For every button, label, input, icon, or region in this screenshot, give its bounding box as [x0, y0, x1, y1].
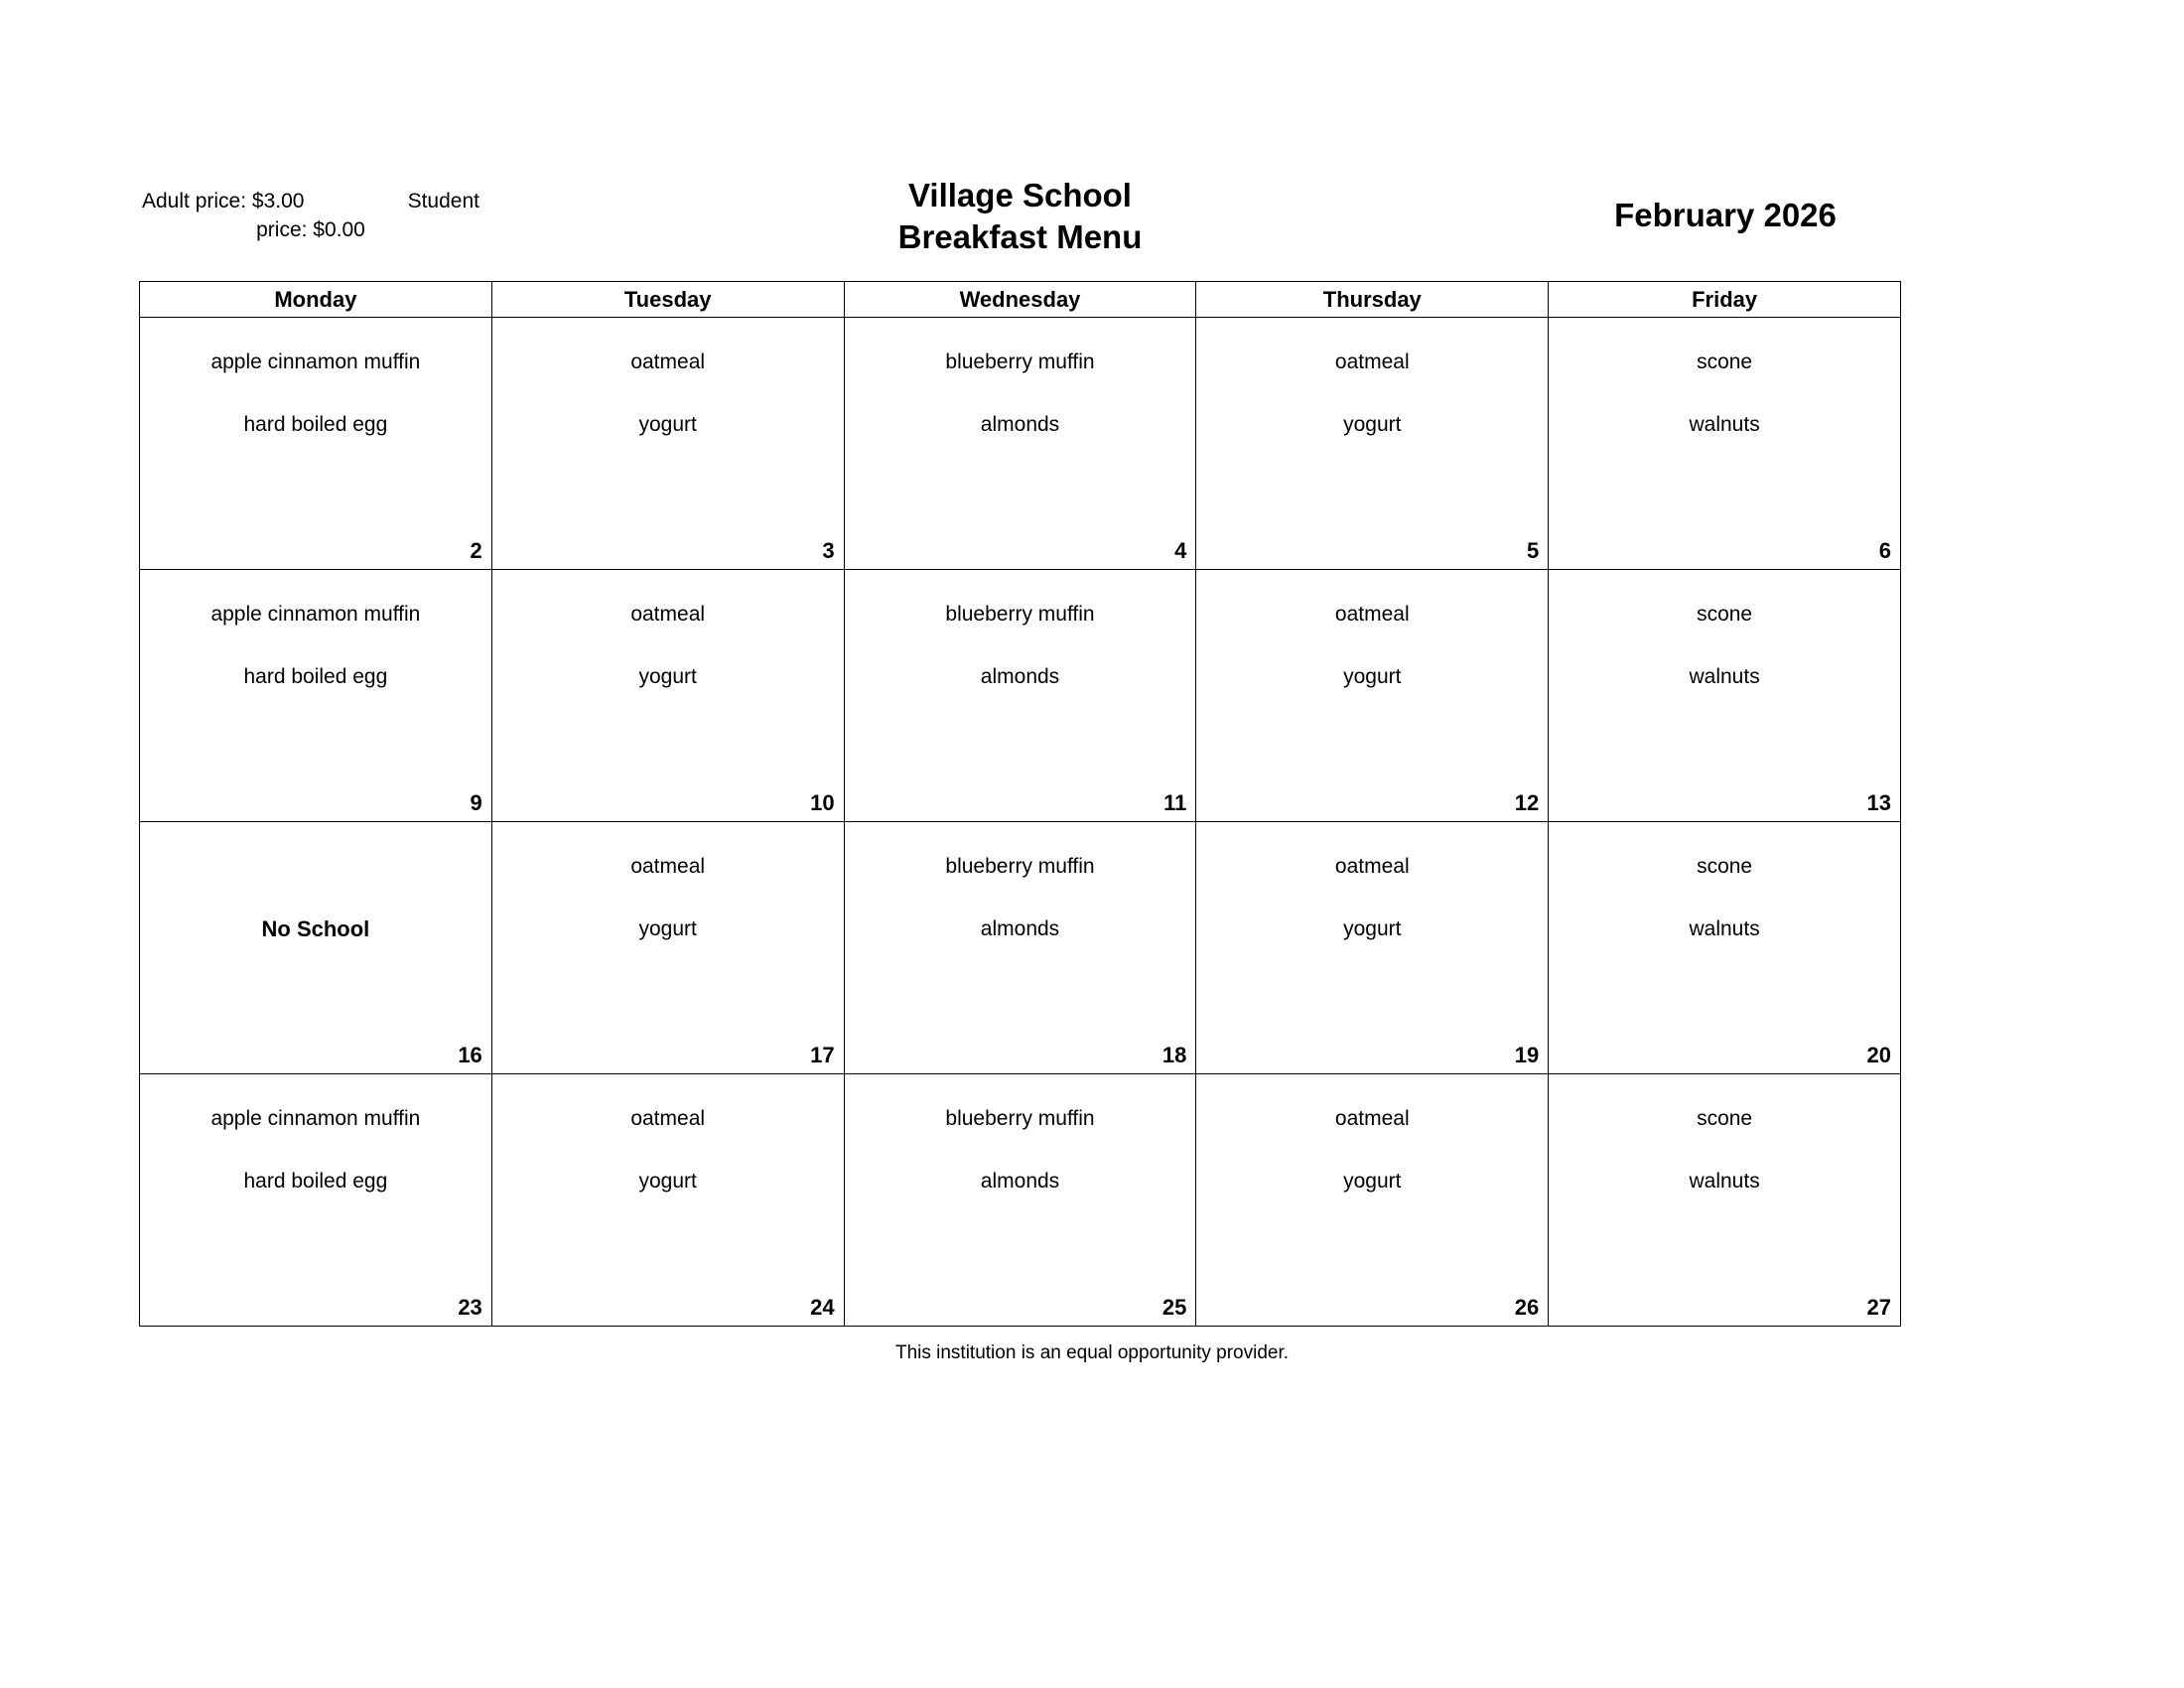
menu-items: [845, 822, 1196, 939]
day-header-thursday: Thursday: [1196, 282, 1549, 318]
menu-items: [1549, 570, 1900, 687]
menu-items: [492, 822, 844, 939]
menu-cell: [844, 570, 1196, 822]
menu-item: oatmeal: [1334, 1107, 1410, 1130]
menu-item: oatmeal: [1334, 855, 1410, 878]
menu-items: [1196, 570, 1548, 687]
menu-items: [845, 318, 1196, 435]
menu-items: [845, 570, 1196, 687]
menu-item: yogurt: [1343, 1170, 1402, 1193]
menu-item: scone: [1697, 603, 1753, 626]
menu-cell: [844, 1074, 1196, 1327]
menu-cell: [1549, 822, 1901, 1074]
menu-cell: [491, 318, 844, 570]
menu-name: Breakfast Menu: [897, 218, 1143, 255]
menu-item: almonds: [980, 413, 1060, 436]
menu-items: [492, 1074, 844, 1192]
date-number: 6: [1878, 538, 1891, 563]
date-number: 20: [1866, 1043, 1891, 1067]
month-label: February 2026: [1614, 197, 1837, 233]
date-number: 19: [1514, 1043, 1540, 1067]
menu-cell: [491, 570, 844, 822]
menu-items: [140, 1074, 491, 1192]
menu-items: [492, 318, 844, 435]
menu-items: [1549, 318, 1900, 435]
day-header-friday: Friday: [1549, 282, 1901, 318]
date-number: 25: [1161, 1295, 1187, 1320]
date-number: 13: [1866, 790, 1891, 815]
date-number: 5: [1526, 538, 1540, 563]
menu-item: hard boiled egg: [243, 413, 388, 436]
menu-item: apple cinnamon muffin: [210, 351, 421, 373]
date-number: 24: [810, 1295, 835, 1320]
menu-item: scone: [1697, 1107, 1753, 1130]
menu-item: oatmeal: [630, 1107, 706, 1130]
menu-cell: [844, 822, 1196, 1074]
date-number: 9: [470, 790, 482, 815]
menu-item: blueberry muffin: [945, 1107, 1095, 1130]
menu-item: apple cinnamon muffin: [210, 603, 421, 626]
menu-cell: [140, 570, 492, 822]
menu-item: yogurt: [638, 665, 697, 688]
day-header-monday: Monday: [140, 282, 492, 318]
menu-item: yogurt: [638, 917, 697, 940]
menu-calendar: [139, 281, 1901, 1327]
footer-note: This institution is an equal opportunity provider.: [894, 1342, 1290, 1363]
date-number: 23: [458, 1295, 482, 1320]
date-number: 17: [810, 1043, 835, 1067]
menu-item: yogurt: [638, 1170, 697, 1193]
student-price-label: price: $0.00: [256, 218, 365, 241]
menu-items: [845, 1074, 1196, 1192]
menu-item: scone: [1697, 351, 1753, 373]
day-header-row: [140, 282, 1901, 318]
date-number: 27: [1866, 1295, 1891, 1320]
menu-items: [1196, 318, 1548, 435]
menu-item: almonds: [980, 917, 1060, 940]
week-row: [140, 318, 1901, 570]
menu-cell: [844, 318, 1196, 570]
menu-item: walnuts: [1689, 1170, 1760, 1193]
date-number: 3: [822, 538, 835, 563]
menu-cell: [1549, 570, 1901, 822]
menu-cell: [1549, 1074, 1901, 1327]
menu-cell: [140, 318, 492, 570]
menu-item: oatmeal: [1334, 351, 1410, 373]
week-row: [140, 1074, 1901, 1327]
menu-item: walnuts: [1689, 665, 1760, 688]
date-number: 18: [1161, 1043, 1187, 1067]
menu-cell: [140, 1074, 492, 1327]
school-name: Village School: [908, 177, 1132, 213]
menu-item: oatmeal: [1334, 603, 1410, 626]
date-number: 10: [810, 790, 835, 815]
menu-item: hard boiled egg: [243, 665, 388, 688]
menu-item: apple cinnamon muffin: [210, 1107, 421, 1130]
menu-items: [1549, 1074, 1900, 1192]
date-number: 4: [1174, 538, 1187, 563]
menu-item: walnuts: [1689, 413, 1760, 436]
menu-item: yogurt: [638, 413, 697, 436]
menu-cell: [140, 822, 492, 1074]
menu-cell: [1196, 1074, 1549, 1327]
menu-item: oatmeal: [630, 603, 706, 626]
menu-items: [1196, 822, 1548, 939]
menu-item: almonds: [980, 1170, 1060, 1193]
menu-items: [1549, 822, 1900, 939]
menu-item: blueberry muffin: [945, 603, 1095, 626]
menu-cell: [1196, 570, 1549, 822]
menu-item: blueberry muffin: [945, 855, 1095, 878]
menu-item: yogurt: [1343, 413, 1402, 436]
day-header-tuesday: Tuesday: [491, 282, 844, 318]
menu-cell: [1196, 822, 1549, 1074]
menu-items: [140, 318, 491, 435]
menu-cell: [1549, 318, 1901, 570]
menu-item: yogurt: [1343, 665, 1402, 688]
date-number: 12: [1514, 790, 1540, 815]
week-row: [140, 822, 1901, 1074]
date-number: 26: [1514, 1295, 1540, 1320]
menu-cell: [491, 1074, 844, 1327]
day-header-wednesday: Wednesday: [844, 282, 1196, 318]
menu-item: yogurt: [1343, 917, 1402, 940]
menu-item: walnuts: [1689, 917, 1760, 940]
menu-item: hard boiled egg: [243, 1170, 388, 1193]
menu-item: blueberry muffin: [945, 351, 1095, 373]
date-number: 11: [1163, 790, 1187, 815]
student-label: Student: [407, 190, 479, 212]
week-row: [140, 570, 1901, 822]
menu-items: [492, 570, 844, 687]
menu-items: [1196, 1074, 1548, 1192]
menu-cell: [1196, 318, 1549, 570]
menu-cell: [491, 822, 844, 1074]
menu-items: [140, 570, 491, 687]
menu-item: scone: [1697, 855, 1753, 878]
menu-item: oatmeal: [630, 855, 706, 878]
menu-item: oatmeal: [630, 351, 706, 373]
no-school-label: No School: [261, 916, 370, 941]
menu-item: almonds: [980, 665, 1060, 688]
date-number: 16: [458, 1043, 482, 1067]
date-number: 2: [470, 538, 482, 563]
adult-price-label: Adult price: $3.00: [142, 190, 305, 212]
